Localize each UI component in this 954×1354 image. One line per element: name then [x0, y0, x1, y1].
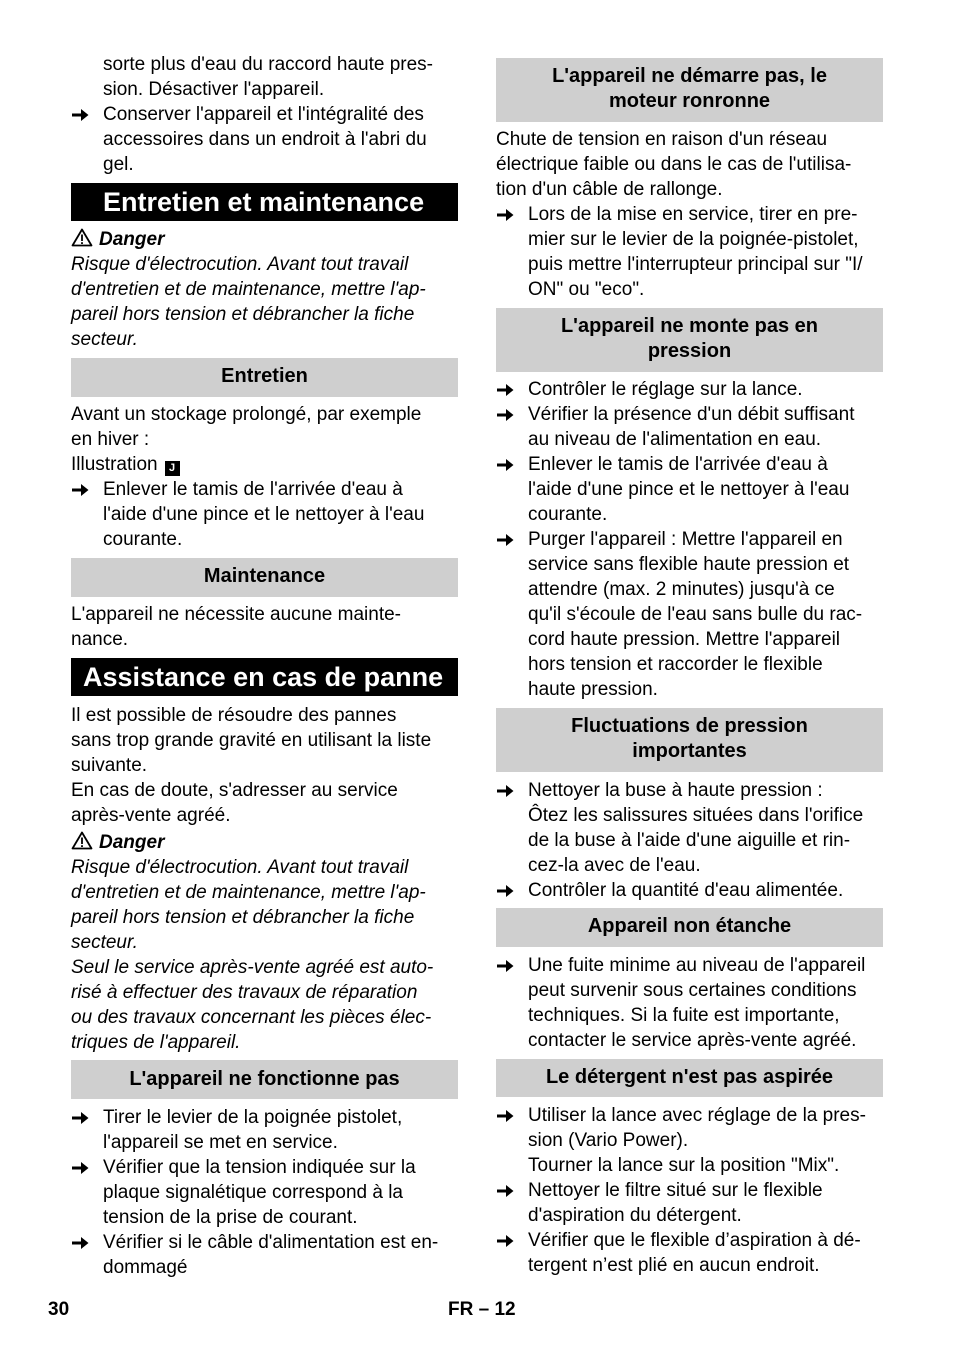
heading-ne-demarre-pas: L'appareil ne démarre pas, le moteur ronronne [496, 58, 883, 122]
arrow-icon [71, 1105, 93, 1130]
danger-label-2: Danger [71, 830, 458, 855]
heading-maintenance: Maintenance [71, 558, 458, 597]
heading-ne-fonctionne-pas: L'appareil ne fonctionne pas [71, 1060, 458, 1099]
arrow-icon [496, 778, 518, 803]
arrow-icon [71, 1230, 93, 1255]
bullet-verifier-debit: Vérifier la présence d'un débit suffisant au niveau de l'alimentation en eau. [496, 402, 883, 452]
bullet-tirer-levier: Tirer le levier de la poignée pistolet, l'appareil se met en service. [71, 1105, 458, 1155]
arrow-icon [496, 953, 518, 978]
arrow-icon [496, 1178, 518, 1203]
bullet-verifier-flexible: Vérifier que le flexible d’aspiration à dé- tergent n’est plié en aucun endroit. [496, 1228, 883, 1278]
heading-entretien-maintenance: Entretien et maintenance [71, 183, 458, 221]
heading-fluctuations: Fluctuations de pression importantes [496, 708, 883, 772]
bullet-verifier-cable: Vérifier si le câble d'alimentation est en- dommagé [71, 1230, 458, 1280]
arrow-icon [496, 377, 518, 402]
bullet-nettoyer-filtre: Nettoyer le filtre situé sur le flexible d'aspiration du détergent. [496, 1178, 883, 1228]
arrow-icon [496, 202, 518, 227]
warning-icon [71, 228, 93, 254]
arrow-icon [496, 402, 518, 427]
danger-text-2: Risque d'électrocution. Avant tout travail d'entretien et de maintenance, mettre l'ap- pareil hors tension et débrancher la fiche secteur. Seul le service après-vente agréé est auto- risé à effectuer des travaux de réparation ou des travaux concernant les pièces élec- triques de l'appareil. [71, 857, 434, 1053]
arrow-icon [496, 452, 518, 477]
bullet-controler-reglage: Contrôler le réglage sur la lance. [496, 377, 883, 402]
arrow-icon [71, 102, 93, 127]
intro-continuation: sorte plus d'eau du raccord haute pres- sion. Désactiver l'appareil. [103, 54, 433, 100]
page-number: 30 [48, 1299, 70, 1320]
page-label: FR – 12 [448, 1299, 516, 1320]
bullet-enlever-tamis-2: Enlever le tamis de l'arrivée d'eau à l'aide d'une pince et le nettoyer à l'eau courante. [496, 452, 883, 527]
heading-assistance: Assistance en cas de panne [71, 658, 458, 696]
danger-label-1: Danger [71, 227, 458, 252]
entretien-text: Avant un stockage prolongé, par exemple en hiver : Illustration J [71, 404, 422, 475]
bullet-enlever-tamis: Enlever le tamis de l'arrivée d'eau à l'aide d'une pince et le nettoyer à l'eau courante. [71, 477, 458, 552]
bullet-nettoyer-buse: Nettoyer la buse à haute pression : Ôtez les salissures situées dans l'orifice de la buse à l'aide d'une aiguille et rin- cez-la avec de l'eau. [496, 778, 883, 878]
maintenance-text: L'appareil ne nécessite aucune mainte- nance. [71, 604, 402, 650]
arrow-icon [496, 878, 518, 903]
arrow-icon [496, 1228, 518, 1253]
warning-icon [71, 831, 93, 857]
arrow-icon [496, 1103, 518, 1128]
danger-text-1: Risque d'électrocution. Avant tout travail d'entretien et de maintenance, mettre l'ap- pareil hors tension et débrancher la fiche secteur. [71, 254, 426, 350]
arrow-icon [71, 477, 93, 502]
ne-demarre-text: Chute de tension en raison d'un réseau électrique faible ou dans le cas de l'utilisa- tion d'un câble de rallonge. [496, 129, 852, 200]
assistance-text: Il est possible de résoudre des pannes sans trop grande gravité en utilisant la liste suivante. En cas de doute, s'adresser au service après-vente agréé. [71, 705, 432, 826]
illustration-ref-badge: J [165, 461, 180, 476]
arrow-icon [496, 527, 518, 552]
bullet-utiliser-lance: Utiliser la lance avec réglage de la pres- sion (Vario Power). Tourner la lance sur la position "Mix". [496, 1103, 883, 1178]
bullet-conserver: Conserver l'appareil et l'intégralité des accessoires dans un endroit à l'abri du gel. [71, 102, 458, 177]
heading-non-etanche: Appareil non étanche [496, 908, 883, 947]
bullet-fuite: Une fuite minime au niveau de l'appareil peut survenir sous certaines conditions techniques. Si la fuite est importante, contacter le service après-vente agréé. [496, 953, 883, 1053]
bullet-mise-en-service: Lors de la mise en service, tirer en pre- mier sur le levier de la poignée-pistolet, puis mettre l'interrupteur principal sur "I/ ON" ou "eco". [496, 202, 883, 302]
bullet-controler-quantite: Contrôler la quantité d'eau alimentée. [496, 878, 883, 903]
bullet-verifier-tension: Vérifier que la tension indiquée sur la plaque signalétique correspond à la tension de la prise de courant. [71, 1155, 458, 1230]
heading-ne-monte-pas: L'appareil ne monte pas en pression [496, 308, 883, 372]
arrow-icon [71, 1155, 93, 1180]
heading-entretien: Entretien [71, 358, 458, 397]
illustration-label: Illustration [71, 454, 158, 475]
heading-detergent: Le détergent n'est pas aspirée [496, 1059, 883, 1097]
bullet-purger: Purger l'appareil : Mettre l'appareil en service sans flexible haute pression et attendre (max. 2 minutes) jusqu'à ce qu'il s'écoule de l'eau sans bulle du rac- cord haute pression. Mettre l'appareil hors tension et raccorder le flexible haute pression. [496, 527, 883, 702]
